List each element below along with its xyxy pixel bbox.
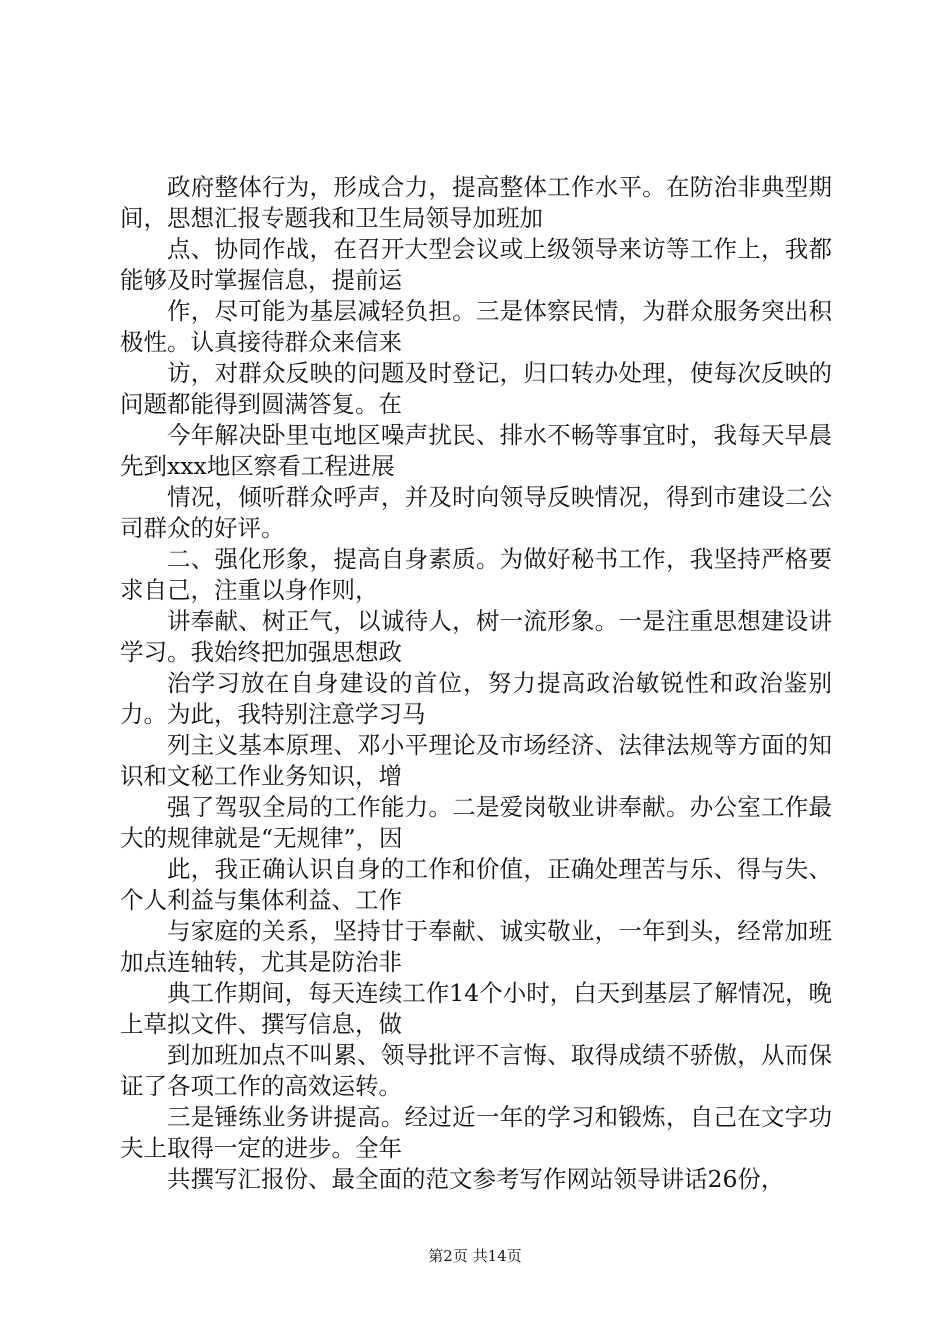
paragraph: 访，对群众反映的问题及时登记，归口转办处理，使每次反映的问题都能得到圆满答复。在 [120, 359, 832, 418]
paragraph: 作，尽可能为基层减轻负担。三是体察民情，为群众服务突出积极性。认真接待群众来信来 [120, 297, 832, 356]
paragraph: 与家庭的关系，坚持甘于奉献、诚实敬业，一年到头，经常加班加点连轴转，尤其是防治非 [120, 917, 832, 976]
paragraph: 强了驾驭全局的工作能力。二是爱岗敬业讲奉献。办公室工作最大的规律就是“无规律”，因 [120, 793, 832, 852]
paragraph: 列主义基本原理、邓小平理论及市场经济、法律法规等方面的知识和文秘工作业务知识，增 [120, 731, 832, 790]
paragraph: 今年解决卧里屯地区噪声扰民、排水不畅等事宜时，我每天早晨先到xxx地区察看工程进展 [120, 421, 832, 480]
paragraph: 政府整体行为，形成合力，提高整体工作水平。在防治非典型期间，思想汇报专题我和卫生局领导加班加 [120, 173, 832, 232]
paragraph: 到加班加点不叫累、领导批评不言悔、取得成绩不骄傲，从而保证了各项工作的高效运转。 [120, 1041, 832, 1100]
paragraph: 治学习放在自身建设的首位，努力提高政治敏锐性和政治鉴别力。为此，我特别注意学习马 [120, 669, 832, 728]
paragraph: 此，我正确认识自身的工作和价值，正确处理苦与乐、得与失、个人利益与集体利益、工作 [120, 855, 832, 914]
paragraph: 典工作期间，每天连续工作14个小时，白天到基层了解情况，晚上草拟文件、撰写信息，做 [120, 979, 832, 1038]
paragraph: 讲奉献、树正气，以诚待人，树一流形象。一是注重思想建设讲学习。我始终把加强思想政 [120, 607, 832, 666]
page-footer: 第2页 共14页 [428, 1247, 522, 1265]
paragraph: 共撰写汇报份、最全面的范文参考写作网站领导讲话26份， [167, 1165, 785, 1193]
body-text [120, 172, 832, 1195]
paragraph: 点、协同作战，在召开大型会议或上级领导来访等工作上，我都能够及时掌握信息，提前运 [120, 235, 832, 294]
paragraph: 三是锤练业务讲提高。经过近一年的学习和锻炼，自己在文字功夫上取得一定的进步。全年 [120, 1103, 832, 1162]
paragraph: 二、强化形象，提高自身素质。为做好秘书工作，我坚持严格要求自己，注重以身作则， [120, 545, 832, 604]
paragraph: 情况，倾听群众呼声，并及时向领导反映情况，得到市建设二公司群众的好评。 [120, 483, 832, 542]
